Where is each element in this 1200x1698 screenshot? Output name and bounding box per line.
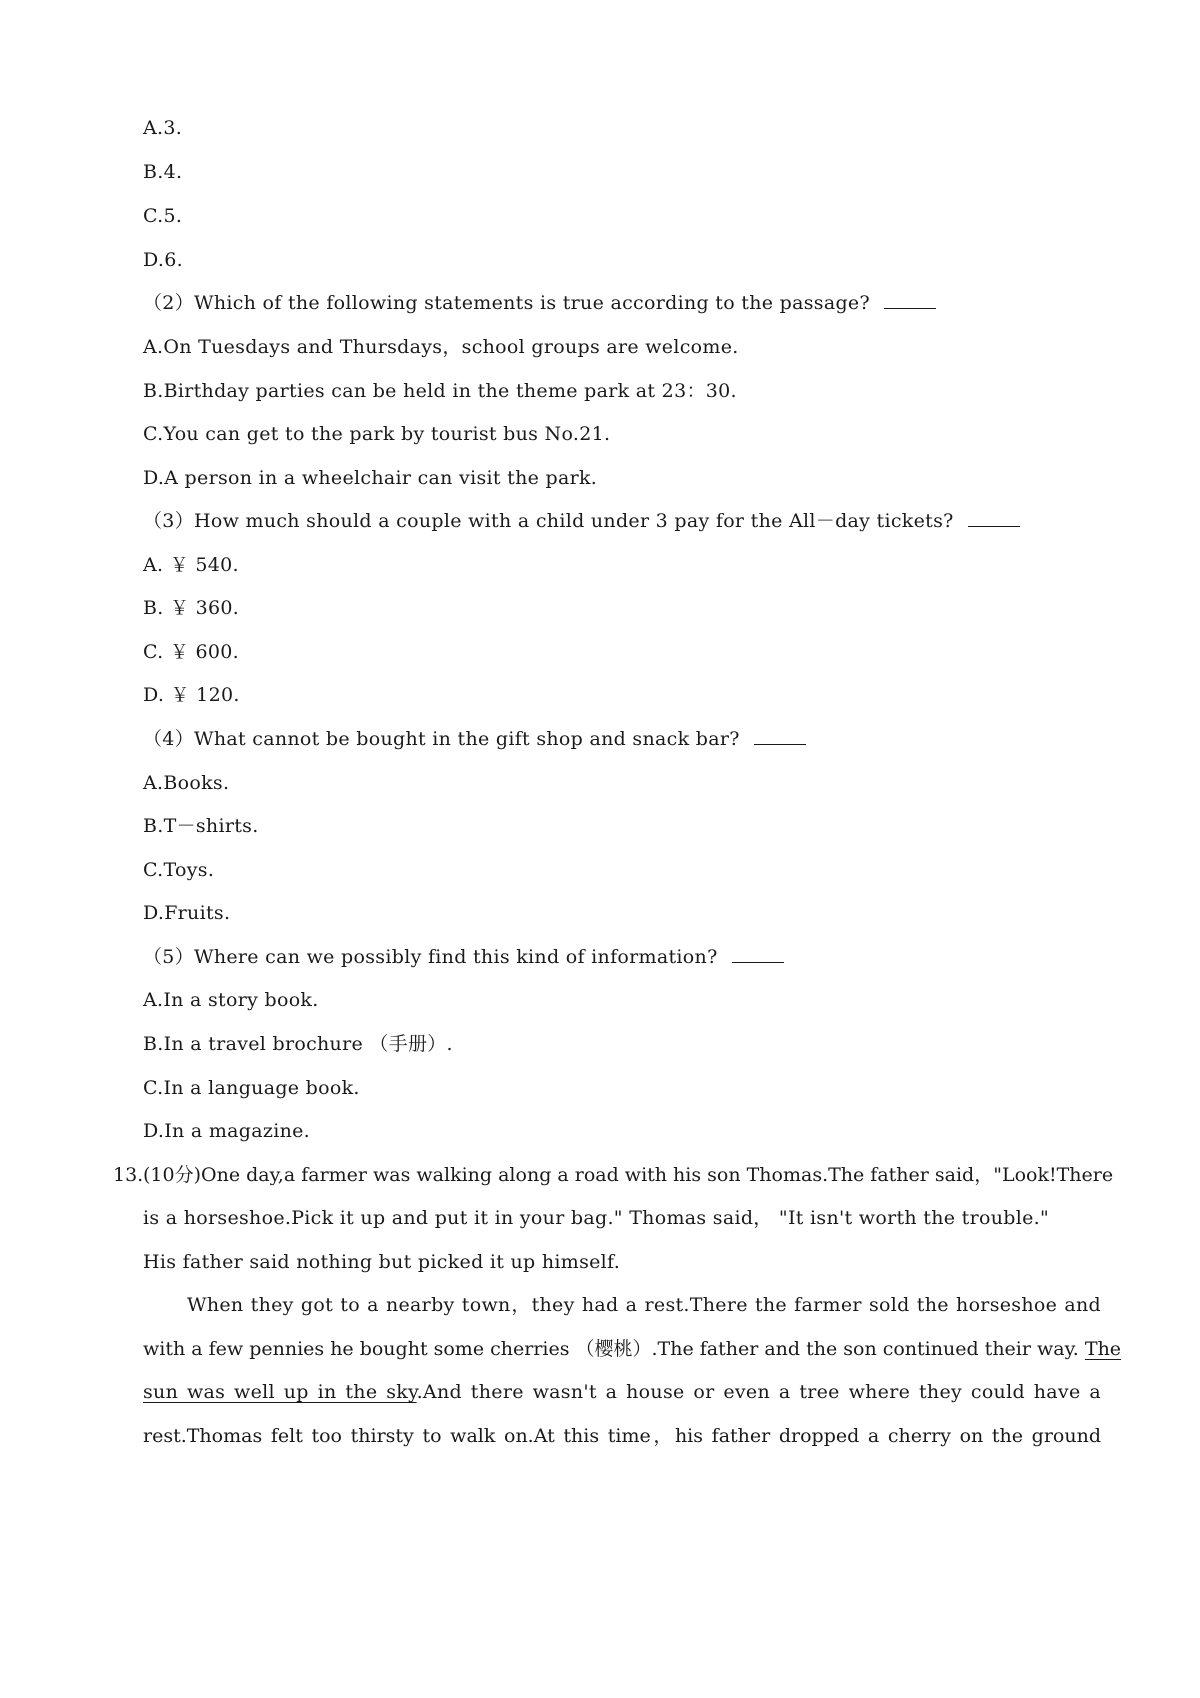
q5-option-c: C.In a language book.: [143, 1077, 360, 1099]
q4-option-b: B.T－shirts.: [143, 815, 259, 837]
q1-option-c: C.5.: [143, 205, 183, 227]
q13-para2-line3: [143, 1378, 1101, 1406]
q2-option-d: D.A person in a wheelchair can visit the park.: [143, 467, 598, 489]
q13-number: 13.: [113, 1164, 144, 1186]
q3-stem-row: [143, 507, 1020, 535]
q1-option-d: D.6.: [143, 249, 183, 271]
q2-stem: （2）Which of the following statements is true according to the passage?: [143, 292, 870, 314]
q13-para1-line1: (10分)One day,a farmer was walking along a road with his son Thomas.The father said，"Look!There: [143, 1164, 1114, 1186]
q2-option-b: B.Birthday parties can be held in the theme park at 23：30.: [143, 380, 737, 402]
q1-option-b: B.4.: [143, 161, 183, 183]
q2-option-c: C.You can get to the park by tourist bus No.21.: [143, 423, 611, 445]
q4-stem: （4）What cannot be bought in the gift shop and snack bar?: [143, 728, 740, 750]
q13-para2-line2: [143, 1335, 1122, 1363]
q13-para1-line3: His father said nothing but picked it up himself.: [143, 1251, 621, 1273]
q3-stem: （3）How much should a couple with a child under 3 pay for the All－day tickets?: [143, 510, 954, 532]
underlined-phrase-part1: The: [1084, 1338, 1122, 1360]
q2-option-a: A.On Tuesdays and Thursdays，school groups are welcome.: [143, 336, 739, 358]
q13-para2-line4: rest.Thomas felt too thirsty to walk on.At this time，his father dropped a cherry on the ground: [143, 1425, 1101, 1447]
q4-option-d: D.Fruits.: [143, 902, 231, 924]
q4-answer-blank[interactable]: [754, 726, 806, 745]
q4-option-c: C.Toys.: [143, 859, 215, 881]
q5-stem: （5）Where can we possibly find this kind of information?: [143, 946, 718, 968]
q13-para1-line2: is a horseshoe.Pick it up and put it in your bag." Thomas said， "It isn't worth the trouble.": [143, 1207, 1050, 1229]
q13-para2-line2-text: with a few pennies he bought some cherries （樱桃）.The father and the son continued their way.: [143, 1338, 1079, 1360]
q2-stem-row: [143, 289, 936, 317]
q1-option-a: A.3.: [143, 117, 183, 139]
q5-option-a: A.In a story book.: [143, 989, 319, 1011]
q13-para2-line3-text: .And there wasn't a house or even a tree where they could have a: [416, 1381, 1101, 1403]
q5-answer-blank[interactable]: [732, 944, 784, 963]
q13-para2-line1: When they got to a nearby town，they had a rest.There the farmer sold the horseshoe and: [187, 1294, 1101, 1316]
q5-stem-row: [143, 943, 784, 971]
q5-option-d: D.In a magazine.: [143, 1120, 310, 1142]
underlined-phrase-part2: sun was well up in the sky: [143, 1381, 417, 1403]
q2-answer-blank[interactable]: [884, 290, 936, 309]
q3-option-d: D. ￥ 120.: [143, 684, 240, 706]
q3-option-a: A. ￥ 540.: [143, 554, 239, 576]
q4-option-a: A.Books.: [143, 772, 230, 794]
q3-option-c: C. ￥ 600.: [143, 641, 239, 663]
q4-stem-row: [143, 725, 806, 753]
q3-option-b: B. ￥ 360.: [143, 597, 240, 619]
q3-answer-blank[interactable]: [968, 508, 1020, 527]
q5-option-b: B.In a travel brochure （手册）.: [143, 1033, 453, 1055]
